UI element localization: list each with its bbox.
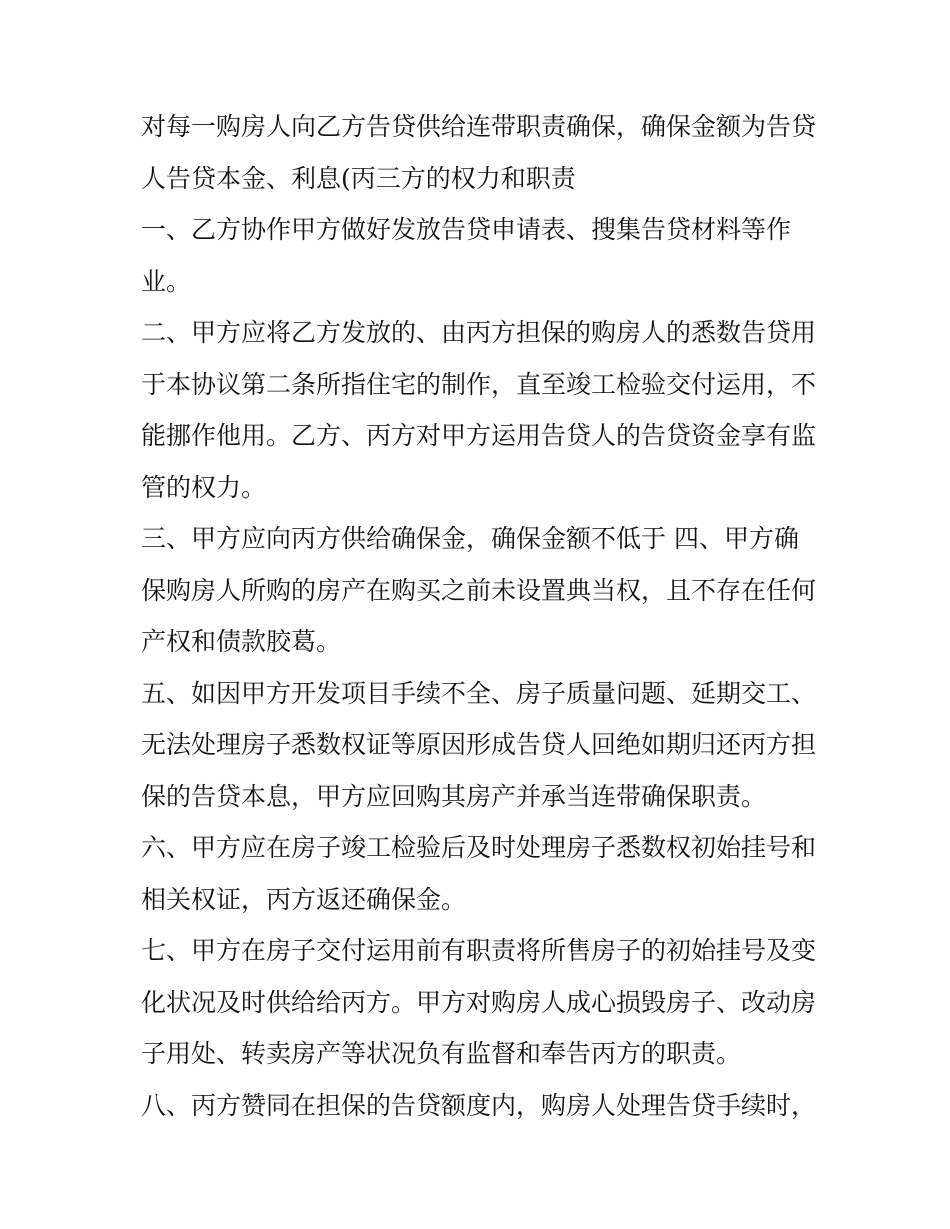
text-line: 六、甲方应在房子竣工检验后及时处理房子悉数权初始挂号和 bbox=[141, 833, 817, 862]
text-line: 子用处、转卖房产等状况负有监督和奉告丙方的职责。 bbox=[141, 1039, 742, 1068]
text-line: 对每一购房人向乙方告贷供给连带职责确保，确保金额为告贷 bbox=[141, 112, 817, 141]
text-line: 七、甲方在房子交付运用前有职责将所售房子的初始挂号及变 bbox=[141, 936, 817, 965]
text-line: 于本协议第二条所指住宅的制作，直至竣工检验交付运用，不 bbox=[141, 369, 817, 399]
text-line: 人告贷本金、利息(丙三方的权力和职责 bbox=[141, 163, 576, 193]
text-line: 二、甲方应将乙方发放的、由丙方担保的购房人的悉数告贷用 bbox=[141, 318, 817, 347]
text-line: 一、乙方协作甲方做好发放告贷申请表、搜集告贷材料等作 bbox=[141, 215, 792, 244]
text-line: 保的告贷本息，甲方应回购其房产并承当连带确保职责。 bbox=[141, 781, 767, 811]
text-line: 产权和债款胶葛。 bbox=[141, 627, 342, 656]
text-line: 无法处理房子悉数权证等原因形成告贷人回绝如期归还丙方担 bbox=[141, 730, 817, 759]
text-line: 相关权证，丙方返还确保金。 bbox=[141, 884, 467, 914]
text-line: 保购房人所购的房产在购买之前未设置典当权，且不存在任何 bbox=[141, 575, 817, 605]
text-line: 管的权力。 bbox=[141, 472, 267, 502]
document-body bbox=[141, 101, 821, 1131]
text-line: 八、丙方赞同在担保的告贷额度内，购房人处理告贷手续时， bbox=[141, 1090, 817, 1120]
text-line: 能挪作他用。乙方、丙方对甲方运用告贷人的告贷资金享有监 bbox=[141, 421, 817, 450]
text-line: 化状况及时供给给丙方。甲方对购房人成心损毁房子、改动房 bbox=[141, 987, 817, 1017]
text-line: 五、如因甲方开发项目手续不全、房子质量问题、延期交工、 bbox=[141, 678, 817, 708]
text-line: 三、甲方应向丙方供给确保金，确保金额不低于 四、甲方确 bbox=[141, 524, 799, 553]
text-line: 业。 bbox=[141, 266, 192, 296]
